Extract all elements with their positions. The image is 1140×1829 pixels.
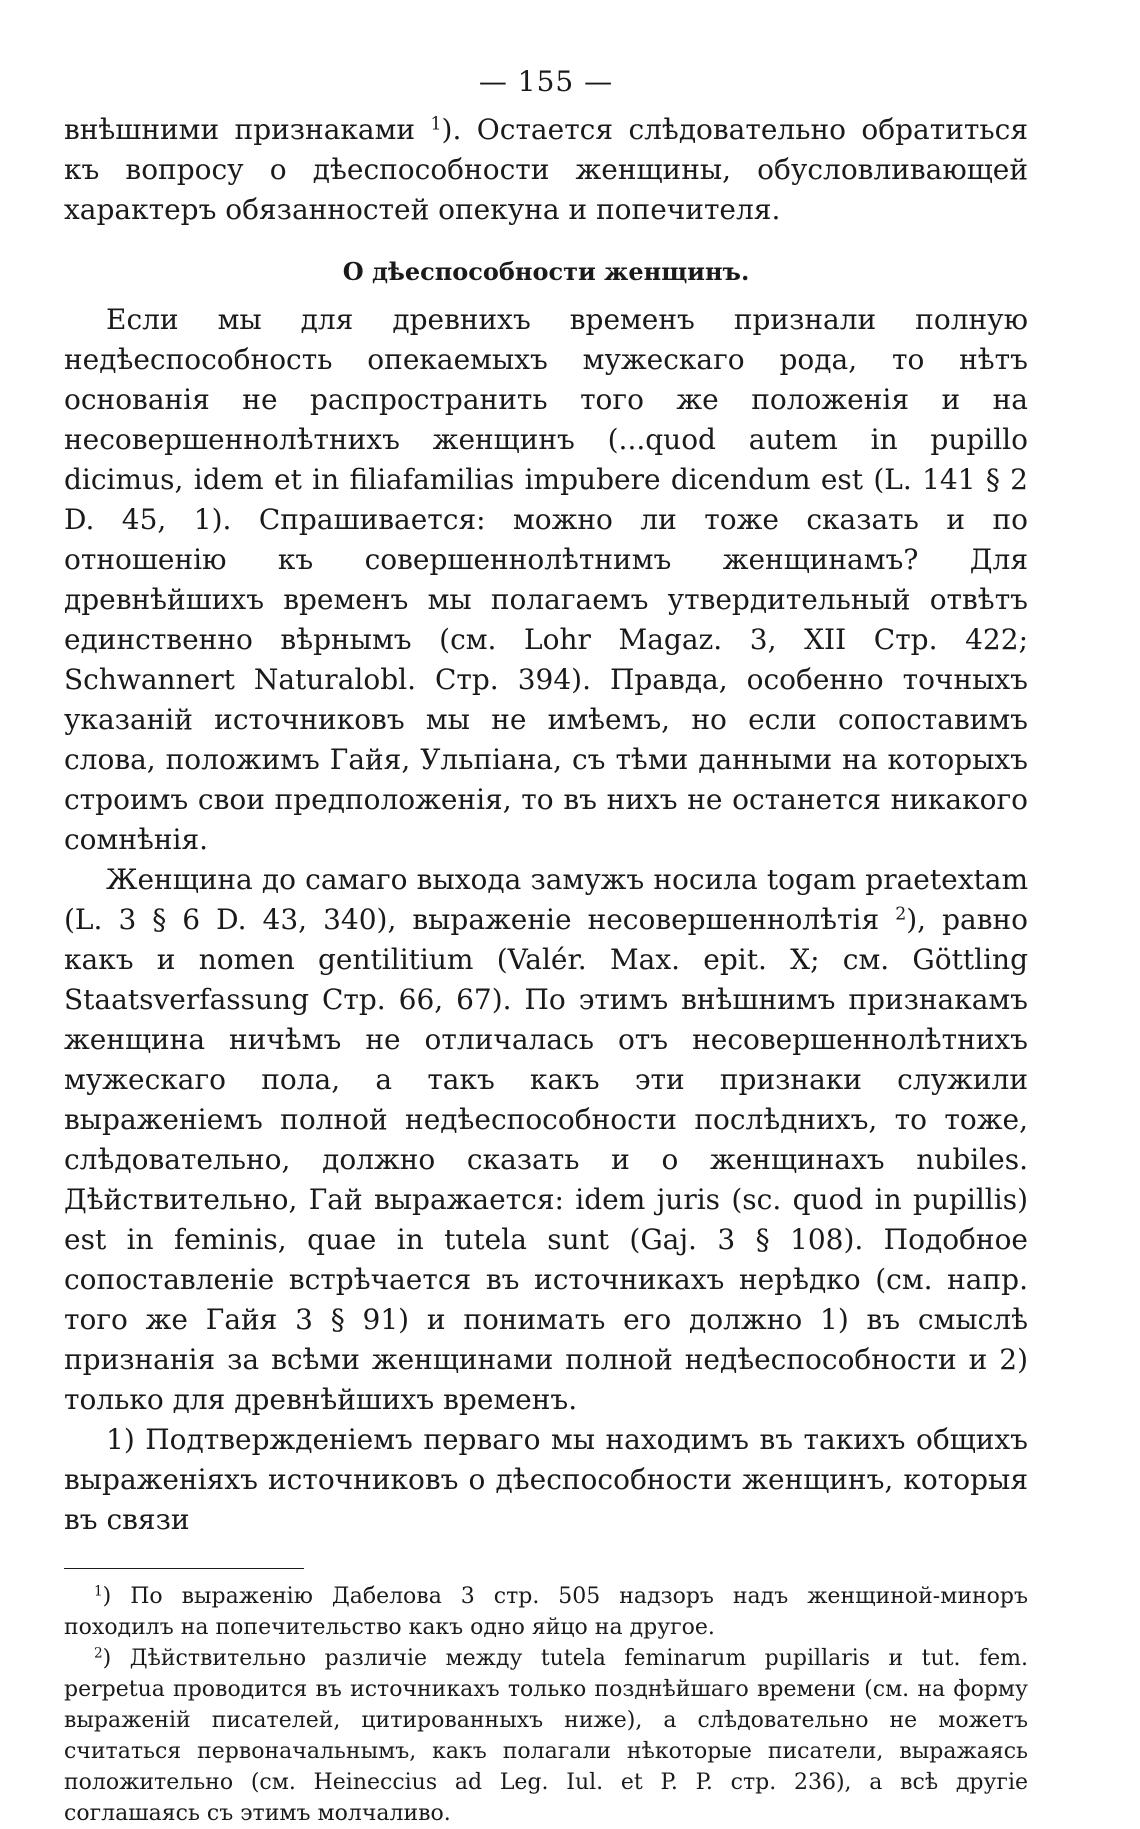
- paragraph-2: Если мы для древнихъ временъ признали полную недѣеспособность опекаемыхъ мужескаго рода, то нѣтъ основанія не распространить того же положенія и на несовершеннолѣтнихъ женщинъ (...quod autem in pupillo dicimus, idem et in filiafamilias impubere dicendum est (L. 141 § 2 D. 45, 1). Спрашивается: можно ли тоже сказать и по отношенію къ совершеннолѣтнимъ женщинамъ? Для древнѣйшихъ временъ мы полагаемъ утвердительный отвѣтъ единственно вѣрнымъ (см. Lohr Magaz. 3, XII Стр. 422; Schwannert Naturalobl. Стр. 394). Правда, особенно точныхъ указаній источниковъ мы не имѣемъ, но если сопоставимъ слова, положимъ Гайя, Ульпіана, съ тѣми данными на которыхъ строимъ свои предположенія, то въ нихъ не останется никакого сомнѣнія.: [64, 303, 1028, 856]
- footnote-ref-2: 2: [895, 904, 907, 925]
- main-text: [64, 110, 1028, 1540]
- paragraph-1-text-after: ). Остается слѣдовательно обратиться къ вопросу о дѣеспособности женщины, обусловливающей характеръ обязанностей опекуна и попечителя.: [64, 113, 1028, 226]
- footnote-2-text: ) Дѣйствительно различіе между tutela feminarum pupillaris и tut. fem. perpetua проводится въ источникахъ только позднѣйшаго времени (см. на форму выраженій писателей, цитированныхъ ниже), а слѣдовательно не можетъ считаться первоначальнымъ, какъ полагали нѣкоторые писатели, выражаясь положительно (см. Heineccius ad Leg. Iul. et P. P. стр. 236), а всѣ другіе соглашаясь съ этимъ молчаливо.: [64, 1646, 1028, 1826]
- paragraph-1-text-before: внѣшними признаками: [64, 113, 416, 146]
- page: [64, 64, 1028, 1829]
- paragraph-3-text-after: ), равно какъ и nomen gentilitium (Valér. Max. epit. X; см. Göttling Staatsverfassung Стр. 66, 67). По этимъ внѣшнимъ признакамъ женщина ничѣмъ не отличалась отъ несовершеннолѣтнихъ мужескаго пола, а такъ какъ эти признаки служили выраженіемъ полной недѣеспособности послѣднихъ, то тоже, слѣдовательно, должно сказать и о женщинахъ nubiles. Дѣйствительно, Гай выражается: idem juris (sc. quod in pupillis) est in feminis, quae in tutela sunt (Gaj. 3 § 108). Подобное сопоставленіе встрѣчается въ источникахъ нерѣдко (см. напр. того же Гайя 3 § 91) и понимать его должно 1) въ смыслѣ признанія за всѣми женщинами полной недѣеспособности и 2) только для древнѣйшихъ временъ.: [64, 903, 1028, 1416]
- paragraph-1: [64, 110, 1028, 230]
- paragraph-3: [64, 860, 1028, 1420]
- footnote-divider: [64, 1568, 304, 1569]
- footnote-1: [64, 1581, 1028, 1643]
- footnote-1-text: ) По выраженію Дабелова 3 стр. 505 надзоръ надъ женщиной-миноръ походилъ на попечительство какъ одно яйцо на другое.: [64, 1584, 1028, 1640]
- paragraph-3-text-before: Женщина до самаго выхода замужъ носила togam praetextam (L. 3 § 6 D. 43, 340), выраженіе несовершеннолѣтія: [64, 863, 1028, 936]
- section-heading: О дѣеспособности женщинъ.: [342, 257, 750, 286]
- footnote-2: [64, 1643, 1028, 1829]
- footnote-2-mark: 2: [94, 1645, 103, 1662]
- page-number: — 155 —: [478, 65, 614, 98]
- footnote-ref-1: 1: [430, 114, 442, 135]
- footnotes: [64, 1581, 1028, 1829]
- paragraph-4: 1) Подтвержденіемъ перваго мы находимъ въ такихъ общихъ выраженіяхъ источниковъ о дѣеспособности женщинъ, которыя въ связи: [64, 1423, 1028, 1536]
- footnote-1-mark: 1: [94, 1583, 103, 1600]
